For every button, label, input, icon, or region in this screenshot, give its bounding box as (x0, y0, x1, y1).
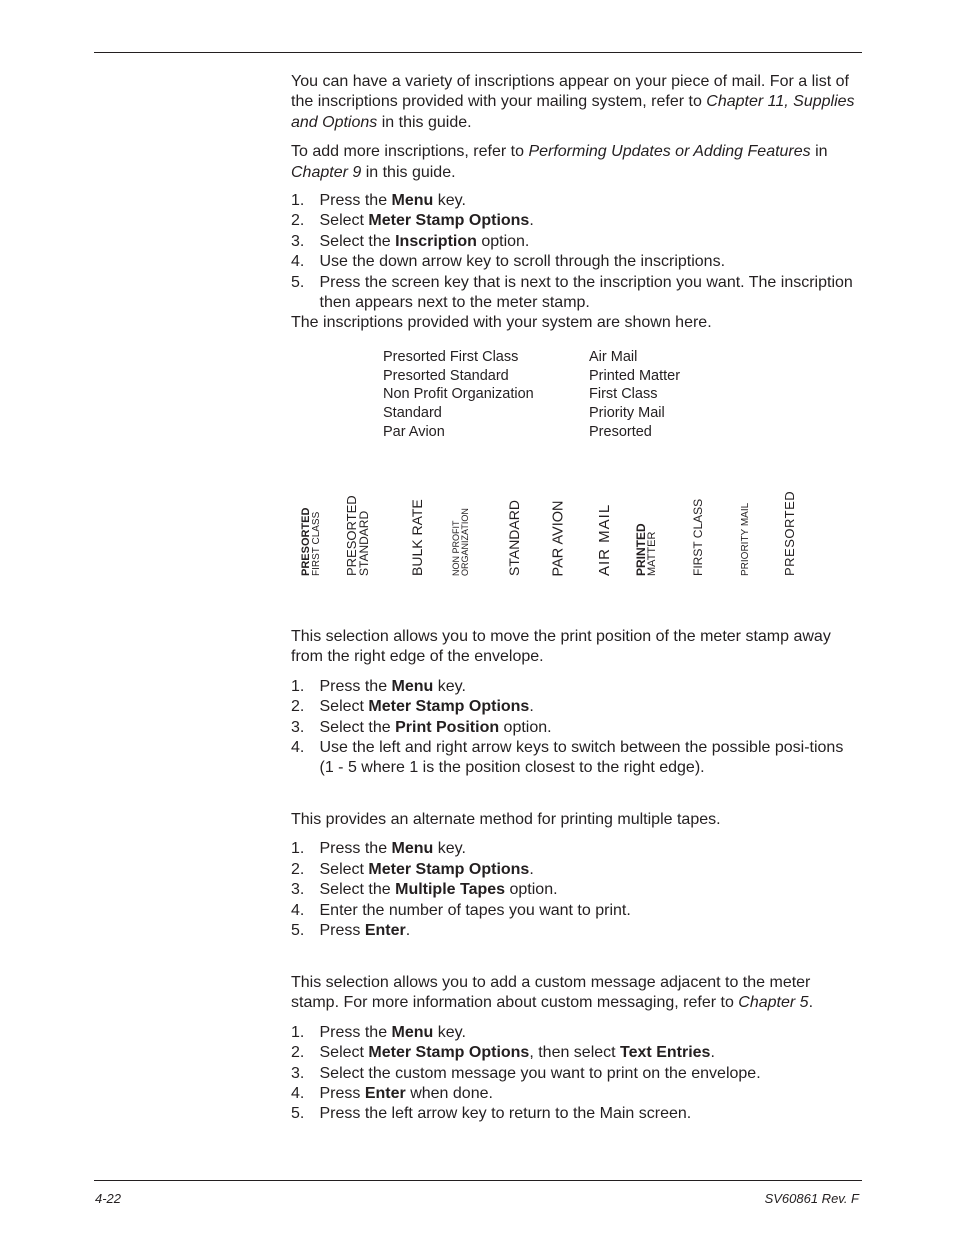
list-item: 5. Press Enter. (291, 922, 411, 940)
multiple-tapes-section (291, 810, 856, 941)
multiple-tapes-intro: This provides an alternate method for printing multiple tapes. (291, 811, 721, 828)
stamp-line: FIRST CLASS (691, 498, 705, 576)
list-item: 1. Press the Menu key. (291, 677, 466, 695)
list-item: 4. Use the down arrow key to scroll through the inscriptions. (291, 253, 726, 271)
print-position-section (291, 627, 856, 779)
inscription-name: First Class (589, 386, 658, 403)
stamp-line: PRESORTED (300, 507, 312, 576)
inscription-section (291, 72, 856, 334)
custom-message-section (291, 973, 856, 1125)
list-item: 4. Use the left and right arrow keys to switch between the possible posi-tions (1 - 5 where 1 is the position closest to the right edge). (291, 739, 844, 777)
page-number: 4-22 (95, 1191, 122, 1206)
list-item: 3. Select the Multiple Tapes option. (291, 881, 558, 899)
stamp-line: PRESORTED (782, 490, 797, 576)
list-item: 3. Select the Print Position option. (291, 718, 552, 736)
list-item: 2. Select Meter Stamp Options. (291, 860, 534, 878)
inscription-name: Presorted (589, 423, 652, 440)
stamp-line: FIRST CLASS (311, 511, 322, 576)
custom-message-steps (291, 1023, 856, 1125)
list-item: 5. Press the left arrow key to return to the Main screen. (291, 1105, 692, 1123)
inscription-column-1 (383, 348, 534, 442)
stamp-line: STANDARD (506, 500, 522, 576)
list-item: 1. Press the Menu key. (291, 1023, 466, 1041)
inscription-steps (291, 191, 856, 313)
stamp-line: MATTER (646, 531, 658, 576)
inscription-name: Printed Matter (589, 367, 681, 384)
list-item: 3. Select the custom message you want to print on the envelope. (291, 1064, 761, 1082)
footer-rule (94, 1180, 862, 1181)
stamp-line: AIR MAIL (596, 503, 613, 576)
stamp-line: STANDARD (357, 510, 371, 576)
print-position-steps (291, 677, 856, 779)
inscription-name: Air Mail (589, 349, 638, 365)
inscription-name: Standard (383, 405, 442, 422)
list-item: 2. Select Meter Stamp Options, then select Text Entries. (291, 1044, 715, 1062)
intro-paragraph-1: You can have a variety of inscriptions appear on your piece of mail. For a list of the inscriptions provided with your mailing system, refer to Chapter 11, Supplies and Options in this guide. (291, 73, 855, 131)
stamp-line: PAR AVION (550, 499, 567, 576)
document-id: SV60861 Rev. F (764, 1191, 859, 1206)
inscription-name: Priority Mail (589, 405, 665, 422)
inscription-name: Non Profit Organization (383, 386, 534, 403)
header-rule (94, 52, 862, 53)
list-item: 1. Press the Menu key. (291, 192, 466, 210)
list-item: 2. Select Meter Stamp Options. (291, 698, 534, 716)
list-item: 5. Press the screen key that is next to the inscription you want. The inscription then appears next to the meter stamp. (291, 273, 853, 312)
list-item: 4. Enter the number of tapes you want to print. (291, 901, 631, 919)
custom-message-intro: This selection allows you to add a custom message adjacent to the meter stamp. For more information about custom messaging, refer to Chapter 5. (291, 974, 814, 1012)
list-item: 3. Select the Inscription option. (291, 232, 530, 250)
list-item: 1. Press the Menu key. (291, 840, 466, 858)
print-position-intro: This selection allows you to move the print position of the meter stamp away from the right edge of the envelope. (291, 628, 831, 666)
inscription-column-2 (589, 348, 680, 442)
stamp-line: PRIORITY MAIL (740, 502, 751, 576)
stamp-line: PRINTED (634, 523, 648, 576)
inscriptions-shown-note: The inscriptions provided with your system are shown here. (291, 314, 712, 332)
stamp-line: BULK RATE (409, 499, 425, 576)
intro-paragraph-2: To add more inscriptions, refer to Performing Updates or Adding Features in Chapter 9 in this guide. (291, 143, 828, 181)
inscription-name: Presorted First Class (383, 349, 519, 365)
inscription-name: Presorted Standard (383, 367, 509, 384)
list-item: 2. Select Meter Stamp Options. (291, 212, 534, 230)
inscription-stamp-samples (300, 476, 830, 576)
multiple-tapes-steps (291, 839, 856, 941)
stamp-line: PRESORTED (344, 495, 359, 576)
inscription-name: Par Avion (383, 423, 445, 440)
list-item: 4. Press Enter when done. (291, 1085, 493, 1103)
stamp-line: NON PROFIT (451, 520, 461, 576)
stamp-line: ORGANIZATION (460, 508, 470, 576)
